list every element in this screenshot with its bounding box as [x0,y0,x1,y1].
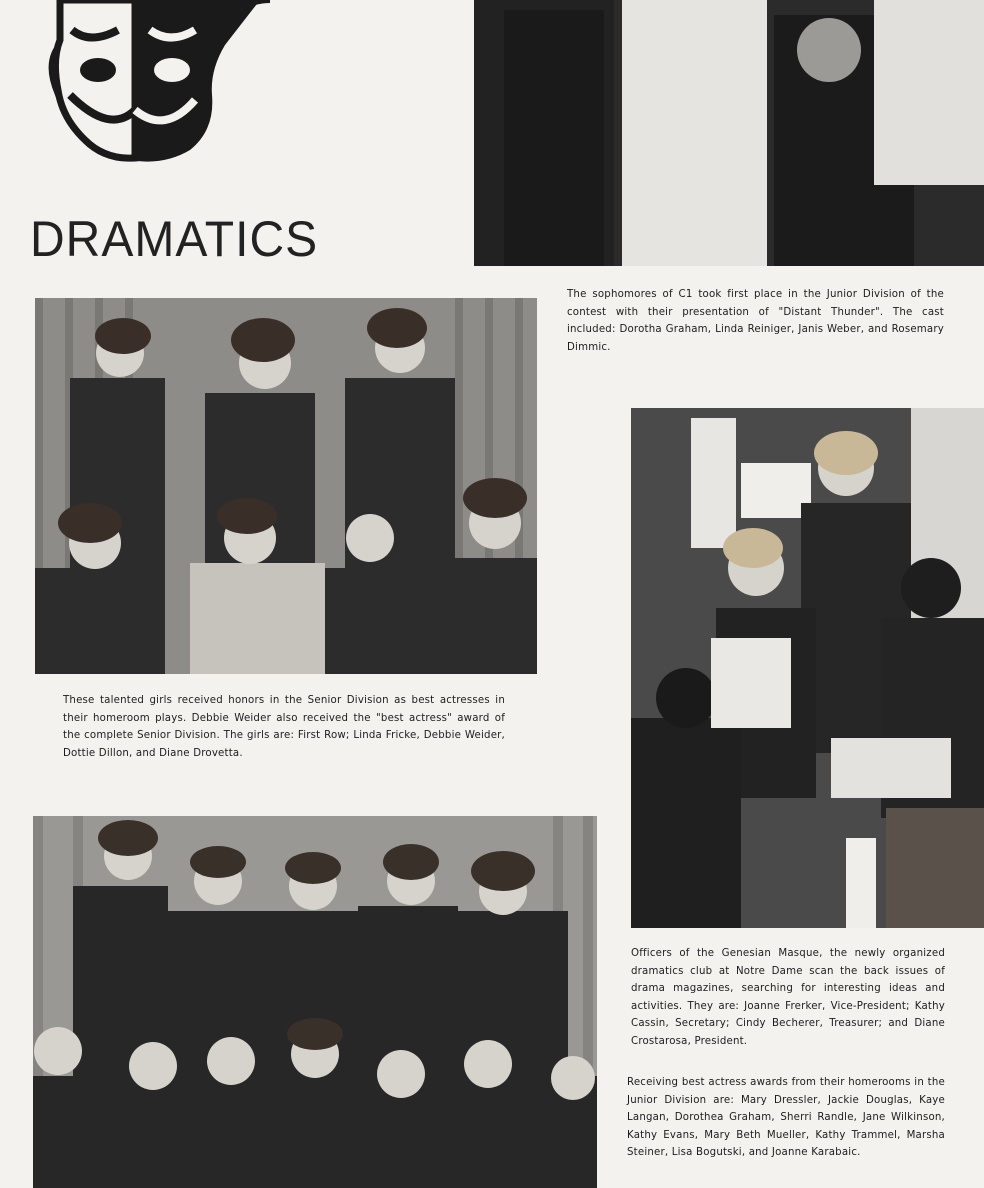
caption-genesian-masque-officers: Officers of the Genesian Masque, the newly organized dramatics club at Notre Dame scan the back issues of drama magazines, searching for interesting ideas and activities. They are: Joanne Frerker, Vice-President; Kathy Cassin, Secretary; Cindy Becherer, Treasurer; and Diane Crostarosa, President. [631,948,945,1047]
photo-junior-division-actresses [33,816,597,1188]
photo-sophomore-cast [474,0,984,266]
caption-sophomores: The sophomores of C1 took first place in the Junior Division of the contest with their presentation of "Distant Thunder". The cast included: Dorotha Graham, Linda Reiniger, Janis Weber, and Rosemary Dimmic. [567,289,944,353]
photo-genesian-masque-officers [631,408,984,928]
caption-senior-division: These talented girls received honors in the Senior Division as best actresses in their homeroom plays. Debbie Weider also received the "best actress" award of the complete Senior Division. The girls are: First Row; Linda Fricke, Debbie Weider, Dottie Dillon, and Diane Drovetta. [63,695,505,759]
comedy-mask-logo [0,0,300,170]
page-title: DRAMATICS [30,211,319,268]
photo-senior-division-actresses [35,298,537,674]
caption-junior-division: Receiving best actress awards from their homerooms in the Junior Division are: Mary Dressler, Jackie Douglas, Kaye Langan, Dorothea Graham, Sherri Randle, Jane Wilkinson, Kathy Evans, Mary Beth Mueller, Kathy Trammel, Marsha Steiner, Lisa Bogutski, and Joanne Karabaic. [627,1077,945,1158]
